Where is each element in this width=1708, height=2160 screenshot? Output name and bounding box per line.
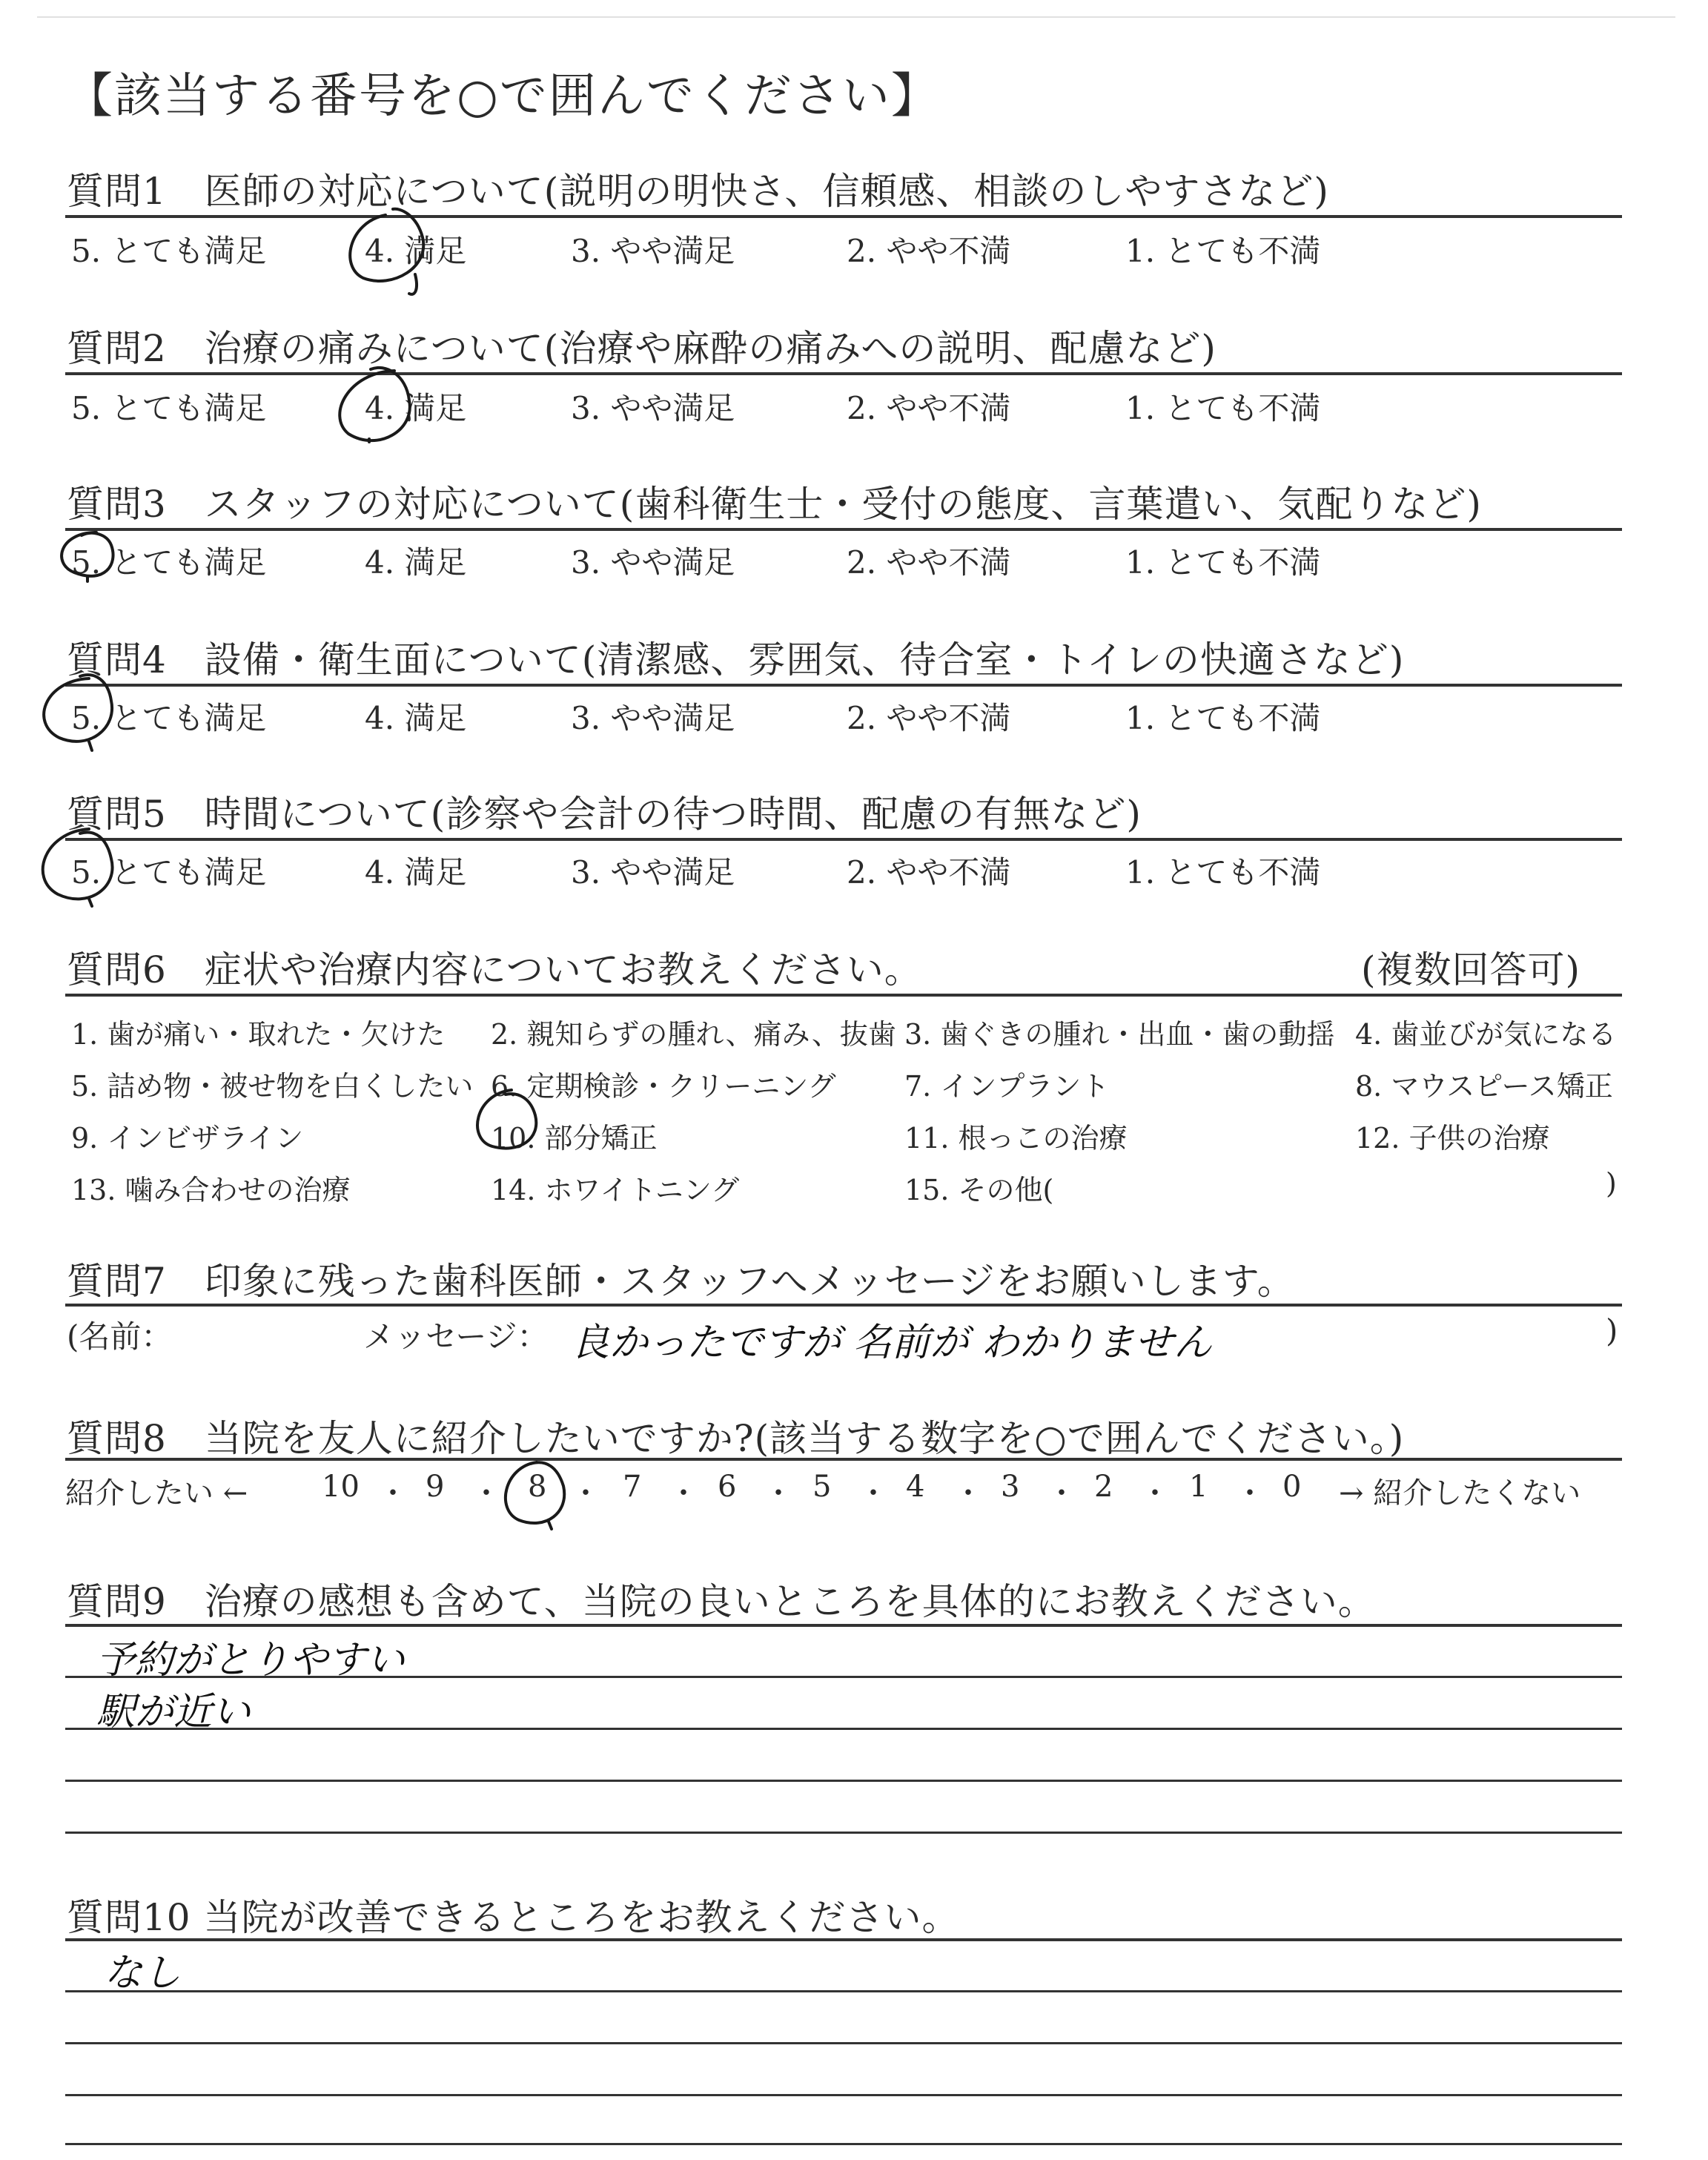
- q10-rule-4: [65, 2094, 1622, 2096]
- q10-rule-2: [65, 1990, 1622, 1992]
- q10-label: 質問10 当院が改善できるところをお教えください。: [67, 1896, 960, 1939]
- q7-label: 質問7 印象に残った歯科医師・スタッフへメッセージをお願いします。: [67, 1260, 1295, 1303]
- q3-label: 質問3 スタッフの対応について(歯科衛生士・受付の態度、言葉遣い、気配りなど): [67, 483, 1482, 526]
- q10-handwritten[interactable]: なし: [104, 1951, 182, 1995]
- q8-scale-5[interactable]: 5: [812, 1470, 832, 1504]
- q5-option-2[interactable]: 2. やや不満: [847, 854, 1011, 891]
- q8-separator: ・: [858, 1476, 888, 1510]
- q6-option-8[interactable]: 8. マウスピース矯正: [1355, 1070, 1613, 1103]
- q8-scale-9[interactable]: 9: [426, 1470, 445, 1504]
- q8-separator: ・: [1235, 1476, 1265, 1510]
- q8-right-label: → 紹介したくない: [1339, 1476, 1581, 1510]
- q6-option-1[interactable]: 1. 歯が痛い・取れた・欠けた: [71, 1018, 446, 1051]
- q9-handwritten-line-1[interactable]: 予約がとりやすい: [96, 1638, 406, 1682]
- page-title: 【該当する番号を○で囲んでください】: [65, 69, 940, 124]
- q6-label: 質問6 症状や治療内容についてお教えください。: [67, 948, 922, 991]
- q9-rule-3: [65, 1728, 1622, 1730]
- q4-option-4[interactable]: 4. 満足: [365, 700, 467, 736]
- q3-option-1[interactable]: 1. とても不満: [1125, 544, 1321, 581]
- q1-option-5[interactable]: 5. とても満足: [71, 233, 267, 269]
- q4-option-2[interactable]: 2. やや不満: [847, 700, 1011, 736]
- q3-option-3[interactable]: 3. やや満足: [571, 544, 735, 581]
- q8-separator: ・: [953, 1476, 983, 1510]
- q1-option-1[interactable]: 1. とても不満: [1125, 233, 1321, 269]
- q2-option-3[interactable]: 3. やや満足: [571, 390, 735, 426]
- q5-rule: [65, 838, 1622, 841]
- q8-separator: ・: [1047, 1476, 1076, 1510]
- q5-option-5[interactable]: 5. とても満足: [71, 854, 267, 891]
- q8-left-label: 紹介したい ←: [65, 1476, 248, 1510]
- q10-rule-1: [65, 1938, 1622, 1941]
- q5-option-4[interactable]: 4. 満足: [365, 854, 467, 891]
- q8-label: 質問8 当院を友人に紹介したいですか?(該当する数字を○で囲んでください。): [67, 1417, 1405, 1460]
- q6-option-11[interactable]: 11. 根っこの治療: [904, 1122, 1128, 1155]
- q6-option-3[interactable]: 3. 歯ぐきの腫れ・出血・歯の動揺: [904, 1018, 1335, 1051]
- q7-close-paren: ): [1606, 1312, 1618, 1349]
- q6-option-10[interactable]: 10. 部分矯正: [491, 1122, 658, 1155]
- q8-separator: ・: [1140, 1476, 1170, 1510]
- q5-label: 質問5 時間について(診察や会計の待つ時間、配慮の有無など): [67, 793, 1142, 836]
- q1-option-2[interactable]: 2. やや不満: [847, 233, 1011, 269]
- q3-option-4[interactable]: 4. 満足: [365, 544, 467, 581]
- q1-option-3[interactable]: 3. やや満足: [571, 233, 735, 269]
- q8-scale-10[interactable]: 10: [322, 1470, 360, 1504]
- q8-scale-1[interactable]: 1: [1189, 1470, 1208, 1504]
- q7-rule: [65, 1304, 1622, 1307]
- q8-scale-6[interactable]: 6: [718, 1470, 737, 1504]
- q3-option-5[interactable]: 5. とても満足: [71, 544, 267, 581]
- q2-rule: [65, 372, 1622, 375]
- q6-rule: [65, 994, 1622, 997]
- q9-handwritten-line-2[interactable]: 駅が近い: [96, 1690, 251, 1734]
- q2-option-2[interactable]: 2. やや不満: [847, 390, 1011, 426]
- q9-rule-4: [65, 1780, 1622, 1782]
- q8-separator: ・: [571, 1476, 600, 1510]
- q8-scale-3[interactable]: 3: [1001, 1470, 1020, 1504]
- q6-option-5[interactable]: 5. 詰め物・被せ物を白くしたい: [71, 1070, 474, 1103]
- q8-separator: ・: [764, 1476, 793, 1510]
- q8-scale-2[interactable]: 2: [1094, 1470, 1113, 1504]
- q8-separator: ・: [669, 1476, 698, 1510]
- q8-separator: ・: [378, 1476, 408, 1510]
- q6-option-9[interactable]: 9. インビザライン: [71, 1122, 304, 1155]
- q9-rule-1: [65, 1624, 1622, 1627]
- q10-rule-3: [65, 2042, 1622, 2044]
- q8-scale-8[interactable]: 8: [528, 1470, 547, 1504]
- q3-rule: [65, 528, 1622, 531]
- q6-option-13[interactable]: 13. 噛み合わせの治療: [71, 1174, 351, 1206]
- q1-option-4[interactable]: 4. 満足: [365, 233, 467, 269]
- q5-option-3[interactable]: 3. やや満足: [571, 854, 735, 891]
- q8-rule: [65, 1458, 1622, 1461]
- q4-rule: [65, 684, 1622, 687]
- q4-option-5[interactable]: 5. とても満足: [71, 700, 267, 736]
- q6-other-close-paren: ): [1606, 1167, 1617, 1200]
- q2-label: 質問2 治療の痛みについて(治療や麻酔の痛みへの説明、配慮など): [67, 327, 1217, 370]
- q1-label: 質問1 医師の対応について(説明の明快さ、信頼感、相談のしやすさなど): [67, 170, 1329, 213]
- q9-label: 質問9 治療の感想も含めて、当院の良いところを具体的にお教えください。: [67, 1580, 1376, 1623]
- q1-rule: [65, 215, 1622, 218]
- q6-option-6[interactable]: 6. 定期検診・クリーニング: [491, 1070, 836, 1103]
- q8-separator: ・: [471, 1476, 501, 1510]
- q4-label: 質問4 設備・衛生面について(清潔感、雰囲気、待合室・トイレの快適さなど): [67, 638, 1405, 681]
- q5-option-1[interactable]: 1. とても不満: [1125, 854, 1321, 891]
- q2-option-4[interactable]: 4. 満足: [365, 390, 467, 426]
- q8-scale-4[interactable]: 4: [906, 1470, 925, 1504]
- q2-option-5[interactable]: 5. とても満足: [71, 390, 267, 426]
- q7-name-label: (名前：: [67, 1318, 173, 1355]
- page-top-edge: [37, 16, 1675, 18]
- q4-option-3[interactable]: 3. やや満足: [571, 700, 735, 736]
- q3-option-2[interactable]: 2. やや不満: [847, 544, 1011, 581]
- q6-note: (複数回答可): [1361, 948, 1581, 991]
- q6-option-2[interactable]: 2. 親知らずの腫れ、痛み、抜歯: [491, 1018, 896, 1051]
- q6-option-14[interactable]: 14. ホワイトニング: [491, 1174, 740, 1206]
- q10-rule-5: [65, 2143, 1622, 2145]
- q7-handwritten-message[interactable]: 良かったですが 名前が わかりません: [571, 1321, 1213, 1365]
- q6-option-4[interactable]: 4. 歯並びが気になる: [1355, 1018, 1617, 1051]
- q7-message-label: メッセージ：: [363, 1318, 549, 1355]
- q9-rule-5: [65, 1832, 1622, 1834]
- q8-scale-0[interactable]: 0: [1282, 1470, 1302, 1504]
- q6-option-7[interactable]: 7. インプラント: [904, 1070, 1110, 1103]
- q6-option-15[interactable]: 15. その他(: [904, 1174, 1054, 1206]
- q6-option-12[interactable]: 12. 子供の治療: [1355, 1122, 1550, 1155]
- q4-option-1[interactable]: 1. とても不満: [1125, 700, 1321, 736]
- q8-scale-7[interactable]: 7: [623, 1470, 642, 1504]
- q2-option-1[interactable]: 1. とても不満: [1125, 390, 1321, 426]
